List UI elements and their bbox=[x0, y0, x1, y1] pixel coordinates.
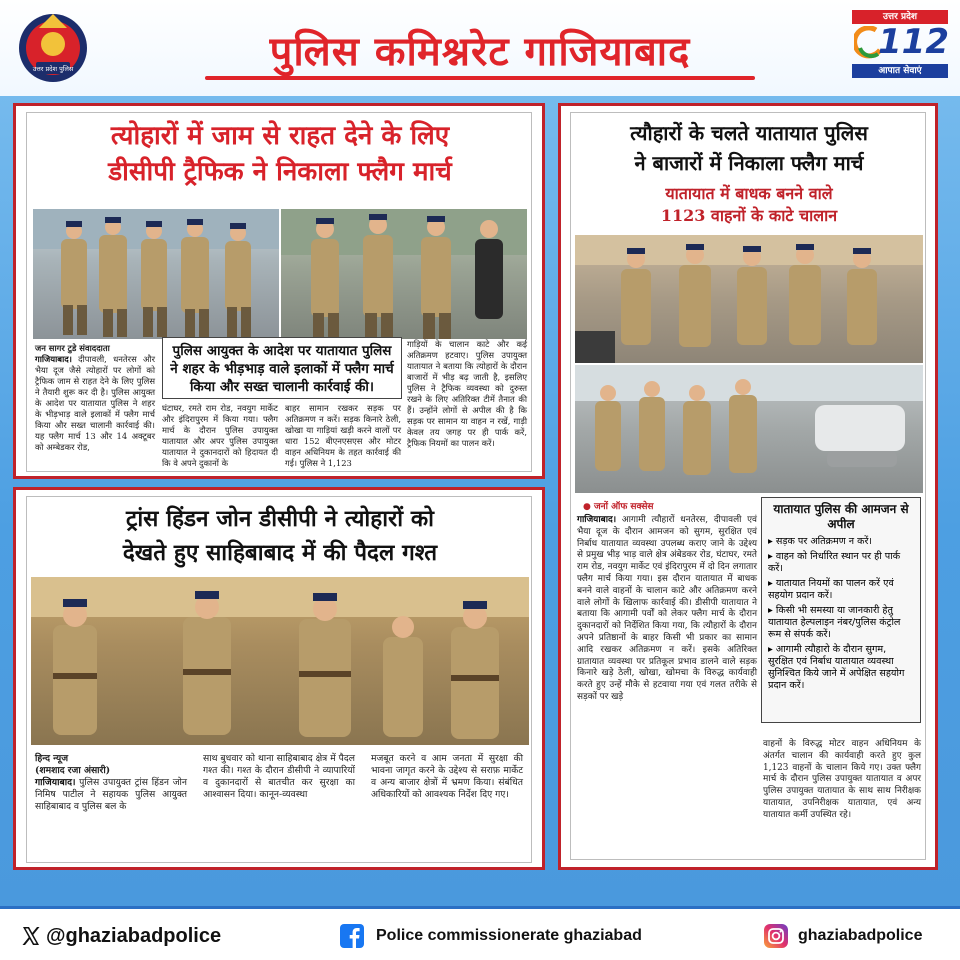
twitter-handle[interactable]: @ghaziabadpolice bbox=[46, 925, 222, 947]
facebook-page-name[interactable]: Police commissionerate ghaziabad bbox=[376, 927, 642, 944]
article1-col1-lead: गाजियाबाद। bbox=[35, 354, 72, 364]
instagram-handle[interactable]: ghaziabadpolice bbox=[798, 927, 923, 944]
article1-col2: घंटाघर, रमते राम रोड, नवयुग मार्केट और इंदिरापुरम में किया गया। फ्लैग मार्च के दौरान पुलिस उपायुक्त यातायात और अपर पुलिस उपायुक्त यातायात ने दुकानदारों को हिदायत दी कि वे अपने दुकानों के bbox=[162, 403, 278, 468]
article3-col2: साथ बुधवार को थाना साहिबाबाद क्षेत्र में पैदल गश्त की। गश्त के दौरान डीसीपी ने व्यापारियों व दुकानदारों से बातचीत कर सुरक्षा का आश्वासन दिया। कानून-व्यवस्था bbox=[203, 753, 355, 800]
header-bar bbox=[0, 0, 960, 96]
bullet-arrow-icon: ▸ bbox=[768, 644, 776, 655]
article2-body-lead: गाजियाबाद। bbox=[577, 515, 617, 525]
article1-col1 bbox=[35, 343, 155, 453]
article2-photo-bottom bbox=[575, 365, 923, 493]
instagram-icon[interactable] bbox=[764, 924, 788, 948]
article1-col3: बाहर सामान रखकर सड़क पर अतिक्रमण न करें। सड़क किनारे ठेली, खोखा या गाड़ियां खड़ी करने वालों पर धारा 152 बीएनएसएस और मोटर वाहन अधिनियम के तहत कार्रवाई की गई। पुलिस ने 1,123 bbox=[285, 403, 401, 468]
emblem-text: उत्तर प्रदेश पुलिस bbox=[32, 65, 74, 73]
appeal-title: यातायात पुलिस की आमजन से अपील bbox=[773, 502, 909, 531]
article3-clipping bbox=[26, 496, 532, 863]
article3-col1-lead: गाजियाबाद। bbox=[35, 777, 76, 788]
article3-byline1: हिन्द न्यूज bbox=[35, 753, 69, 764]
appeal-item bbox=[768, 605, 914, 641]
appeal-item-text: वाहन को निर्धारित स्थान पर ही पार्क करें। bbox=[768, 551, 901, 574]
article1-clipping bbox=[26, 112, 532, 472]
appeal-box bbox=[761, 497, 921, 723]
appeal-item-text: आगामी त्यौहारो के दौरान सुगम, सुरक्षित एवं निर्बाध यातायात व्यवस्था सुनिश्चित किये जाने में अपेक्षित सहयोग प्रदान करें। bbox=[768, 644, 905, 691]
police-patrol-photo-icon bbox=[31, 577, 529, 745]
article1-col4: गाड़ियों के चालान काटे और कई अतिक्रमण हटवाए। पुलिस उपायुक्त यातायात ने बताया कि त्योहारों के दौरान बाजारों में भीड़ बढ़ जाती है, इसलिए पुलिस ने ट्रैफिक व्यवस्था को दुरुस्त रखने के लिए अतिरिक्त टीमें तैनात की हैं। उन्होंने लोगों से अपील की है कि सड़क पर सामान या वाहन न रखें, गाड़ी केवल तय जगह पर ही पार्क करें, ट्रैफिक नियमों का पालन करें। bbox=[407, 339, 527, 448]
article2-body bbox=[577, 515, 757, 704]
article3-headline-2: देखते हुए साहिबाबाद में की पैदल गश्त bbox=[122, 540, 438, 566]
up-police-emblem-icon bbox=[12, 10, 94, 86]
article3-photo bbox=[31, 577, 529, 745]
article2-body-text: आगामी त्यौहारों धनतेरस, दीपावली एवं भैया दूज के दौरान आमजन को सुगम, सुरक्षित एवं निर्बाध यातायात व्यवस्था उपलब्ध कराए जाने के उद्देश्य से प्रमुख भीड़ भाड़ वाले क्षेत्र अंबेडकर रोड, घंटाघर, रमते राम रोड, नवयुग मार्केट एवं इंदिरापुरम में दो दिन लगातार फ्लैग मार्च किया गया। इस दौरान यातायात में बाधक बनने वाले वाहनों के चालान काटे और अतिक्रमण करने वाले लोगों के खिलाफ कार्रवाई की। डीसीपी यातायात ने बताया कि आगामी पर्वों को लेकर फ्लैग मार्च के दौरान दुकानदारों को निर्देशित किया गया, कि त्यौहारों के दौरान अपने प्रतिष्ठानों के बाहर किसी भी प्रकार का सामान आदि रखकर अतिक्रमण न करें। इसके अतिरिक्त ग्रातायात व्यवस्था पर प्रतिकूल प्रभाव डालने वाले सड़क किनारे खड़े ठेली, खोखा, खोमचा के विरुद्ध कार्यवाही करते हुए उन्हें मौके से हटवाया गया एवं गलत तरीके से सड़कों पर खड़े bbox=[577, 515, 757, 702]
article3-col3: मजबूत करने व आम जनता में सुरक्षा की भावना जागृत करने के उद्देश्य से सराफ़ मार्केट व अन्य बाजार क्षेत्रों में भ्रमण किया। संबंधित अधिकारियों को आवश्यक निर्देश दिए गए। bbox=[371, 753, 523, 800]
article2-photo-top bbox=[575, 235, 923, 363]
article1-callout: पुलिस आयुक्त के आदेश पर यातायात पुलिस ने शहर के भीड़भाड़ वाले इलाकों में फ्लैग मार्च किया और सख्त चालानी कार्रवाई की। bbox=[162, 337, 402, 399]
article2-clipping bbox=[570, 112, 926, 860]
article2-byline: ● जनों ऑफ सक्सेस bbox=[583, 502, 654, 512]
article3-headline-1: ट्रांस हिंडन जोन डीसीपी ने त्योहारों को bbox=[126, 506, 434, 532]
page-title: पुलिस कमिश्नरेट गाजियाबाद bbox=[269, 28, 691, 75]
article2-subhead-1: यातायात में बाधक बनने वाले bbox=[665, 184, 833, 203]
article3-col1 bbox=[35, 753, 187, 813]
appeal-item bbox=[768, 551, 914, 575]
footer-bar bbox=[0, 906, 960, 960]
article1-panel bbox=[13, 103, 545, 479]
article3-col1-text: पुलिस उपायुक्त ट्रांस हिंडन जोन निमिष पाटील ने सहायक पुलिस आयुक्त साहिबाबाद व पुलिस बल के bbox=[35, 777, 187, 812]
appeal-item bbox=[768, 578, 914, 602]
bullet-arrow-icon: ▸ bbox=[768, 536, 776, 547]
article2-headline-2: ने बाजारों में निकाला फ्लैग मार्च bbox=[634, 151, 864, 175]
article3-panel bbox=[13, 487, 545, 870]
police-officers-photo-icon bbox=[575, 365, 923, 493]
bullet-arrow-icon: ▸ bbox=[768, 578, 776, 589]
x-twitter-icon[interactable] bbox=[18, 923, 44, 949]
appeal-item-text: किसी भी समस्या या जानकारी हेतु यातायात हेल्पलाइन नंबर/पुलिस कंट्रोल रूम से संपर्क करें। bbox=[768, 605, 901, 640]
title-underline bbox=[205, 76, 755, 80]
article1-photo-left bbox=[33, 209, 279, 339]
appeal-item bbox=[768, 536, 914, 548]
badge-top-text: उत्तर प्रदेश bbox=[852, 10, 948, 24]
article1-col1-text: दीपावली, धनतेरस और भैया दूज जैसे त्योहारों पर लोगों को ट्रैफिक जाम से राहत देने के लिए पुलिस ने तैयारी शुरू कर दी है। पुलिस आयुक्त के आदेश पर यातायात पुलिस ने शहर के भीड़भाड़ वाले इलाकों में फ्लैग मार्च किया और सख्त चालानी कार्रवाई की। यह फ्लैग मार्च 13 और 14 अक्टूबर को अम्बेडकर रोड, bbox=[35, 354, 156, 452]
article2-headline-1: त्यौहारों के चलते यातायात पुलिस bbox=[630, 121, 868, 145]
police-officers-photo-icon bbox=[281, 209, 527, 339]
police-officers-photo-icon bbox=[575, 235, 923, 363]
article1-headline-2: डीसीपी ट्रैफिक ने निकाला फ्लैग मार्च bbox=[108, 157, 452, 187]
article1-byline: जन सागर टुडे संवाददाता bbox=[35, 343, 110, 353]
appeal-list bbox=[768, 536, 914, 692]
facebook-icon[interactable] bbox=[340, 924, 364, 948]
police-officers-photo-icon bbox=[33, 209, 279, 339]
article2-right-text: वाहनों के विरुद्ध मोटर वाहन अधिनियम के अंतर्गत चालान की कार्यवाही करते हुए कुल 1,123 वाहनों के चालान किये गए। उक्त फ्लैग मार्च के दौरान पुलिस उपायुक्त यातायात व अपर पुलिस उपायुक्त यातायात के साथ साथ निरीक्षक यातायात, उपनिरीक्षक यातायात, एवं अन्य यातायात कर्मी उपस्थित रहे। bbox=[763, 739, 921, 820]
bullet-arrow-icon: ▸ bbox=[768, 605, 776, 616]
appeal-item-text: यातायात नियमों का पालन करें एवं सहयोग प्रदान करें। bbox=[768, 578, 894, 601]
badge-bottom-text: आपात सेवाएं bbox=[852, 64, 948, 78]
article3-byline2: (शमशाद रजा अंसारी) bbox=[35, 765, 111, 776]
bullet-arrow-icon: ▸ bbox=[768, 551, 776, 562]
appeal-item-text: सड़क पर अतिक्रमण न करें। bbox=[775, 536, 873, 547]
article2-subhead-2: 1123 वाहनों के काटे चालान bbox=[660, 206, 838, 225]
dial-112-badge bbox=[852, 10, 948, 78]
article1-photo-right bbox=[281, 209, 527, 339]
article2-panel bbox=[558, 103, 938, 870]
article1-headline-1: त्योहारों में जाम से राहत देने के लिए bbox=[110, 121, 450, 151]
appeal-item bbox=[768, 644, 914, 692]
badge-number: 112 bbox=[878, 22, 949, 62]
